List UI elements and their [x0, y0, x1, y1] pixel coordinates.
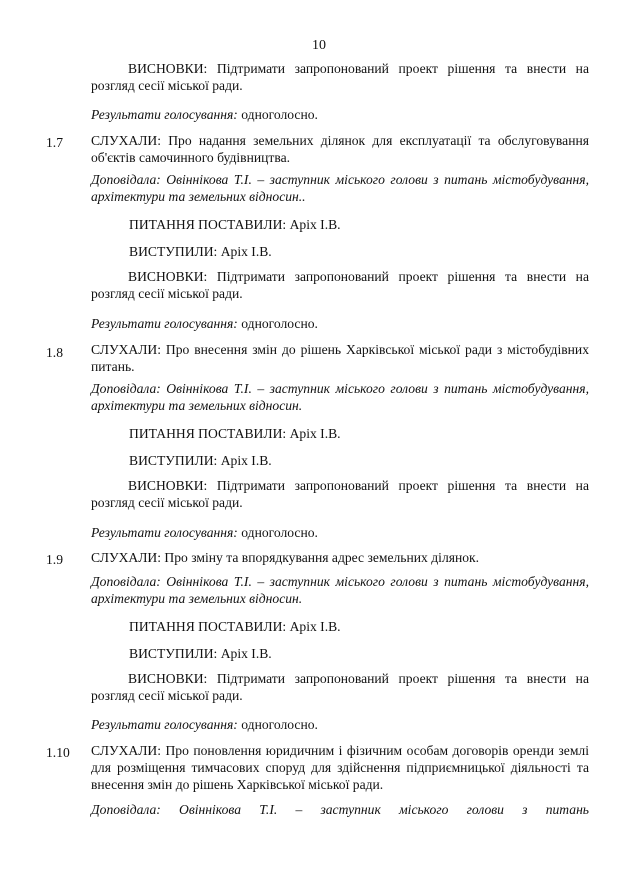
vote-value: одноголосно. [237, 717, 318, 732]
vote-result [91, 106, 589, 123]
page-number: 10 [312, 38, 326, 53]
item-number: 1.9 [46, 552, 63, 567]
heard-text: СЛУХАЛИ: Про надання земельних ділянок для експлуатації та обслуговування об'єктів самочинного будівництва. [91, 133, 589, 165]
heard-text: СЛУХАЛИ: Про зміну та впорядкування адрес земельних ділянок. [91, 550, 480, 565]
vote-label: Результати голосування: [91, 717, 238, 732]
vote-value: одноголосно. [237, 107, 318, 122]
conclusion-text: ВИСНОВКИ: Підтримати запропонований проект рішення та внести на розгляд сесії міської ради. [91, 61, 589, 93]
vote-label: Результати голосування: [91, 316, 238, 331]
spoke-text: ВИСТУПИЛИ: Аріх І.В. [129, 646, 272, 661]
vote-result [91, 716, 589, 733]
speaker-text: Доповідала: Овіннікова Т.І. – заступник міського голови з питань містобудування, архітектури та земельних відносин. [91, 574, 589, 606]
vote-value: одноголосно. [237, 316, 318, 331]
vote-result [91, 315, 589, 332]
speaker-text: Доповідала: Овіннікова Т.І. – заступник міського голови з питань містобудування, архітектури та земельних відносин. [91, 381, 589, 413]
heard-text: СЛУХАЛИ: Про внесення змін до рішень Харківської міської ради з містобудівних питань. [91, 342, 589, 374]
asked-text: ПИТАННЯ ПОСТАВИЛИ: Аріх І.В. [129, 619, 341, 634]
conclusion-text: ВИСНОВКИ: Підтримати запропонований проект рішення та внести на розгляд сесії міської ради. [91, 478, 589, 510]
spoke-text: ВИСТУПИЛИ: Аріх І.В. [129, 244, 272, 259]
item-number: 1.7 [46, 135, 63, 150]
spoke-text: ВИСТУПИЛИ: Аріх І.В. [129, 453, 272, 468]
vote-label: Результати голосування: [91, 525, 238, 540]
asked-text: ПИТАННЯ ПОСТАВИЛИ: Аріх І.В. [129, 426, 341, 441]
item-number: 1.10 [46, 745, 70, 760]
vote-result [91, 524, 589, 541]
item-number: 1.8 [46, 345, 63, 360]
vote-value: одноголосно. [237, 525, 318, 540]
vote-label: Результати голосування: [91, 107, 238, 122]
heard-text: СЛУХАЛИ: Про поновлення юридичним і фізичним особам договорів оренди землі для розміщення тимчасових споруд для здійснення підприємницької діяльності та внесення змін до рішень Харківської міської ради. [91, 743, 589, 792]
asked-text: ПИТАННЯ ПОСТАВИЛИ: Аріх І.В. [129, 217, 341, 232]
speaker-text: Доповідала: Овіннікова Т.І. – заступник міського голови з питань містобудування, архітектури та земельних відносин.. [91, 172, 589, 204]
conclusion-text: ВИСНОВКИ: Підтримати запропонований проект рішення та внести на розгляд сесії міської ради. [91, 671, 589, 703]
speaker-text: Доповідала: Овіннікова Т.І. – заступник міського голови з питань [91, 802, 589, 817]
conclusion-text: ВИСНОВКИ: Підтримати запропонований проект рішення та внести на розгляд сесії міської ради. [91, 269, 589, 301]
